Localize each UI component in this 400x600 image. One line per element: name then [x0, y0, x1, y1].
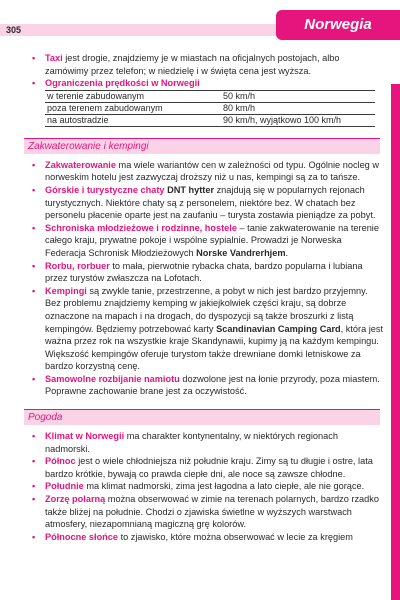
- table-row: [45, 114, 375, 126]
- table-row: [45, 90, 375, 102]
- bullet-icon: •: [32, 431, 36, 442]
- bullet-icon: •: [32, 78, 36, 89]
- list-item: • Samowolne rozbijanie namiotu dozwolone jest na łonie przyrody, poza miastem. Poprawne zachowanie brane jest za oczywistość.: [32, 373, 380, 397]
- list-item: • Schroniska młodzieżowe i rodzinne, hostele – tanie zakwaterowanie na terenie całego kraju, prywatne pokoje i wspólne sypialnie. Prowadzi je Norweska Federacja Schronisk Młodzieżowych Norske Vandrerhjem.: [32, 222, 379, 258]
- chapter-side-tab: [391, 84, 400, 600]
- page-number: 305: [6, 25, 22, 35]
- list-item: • Rorbu, rorbuer to mała, pierwotnie rybacka chata, bardzo popularna i lubiana przez turystów zwłaszcza na Lofotach.: [32, 260, 363, 284]
- section-heading-weather: Pogoda: [24, 409, 380, 425]
- bullet-icon: •: [32, 222, 36, 233]
- table-cell: w terenie zabudowanym: [45, 90, 221, 102]
- bullet-icon: •: [32, 531, 36, 542]
- section-heading-accommodation: Zakwaterowanie i kempingi: [24, 138, 380, 154]
- bullet-icon: •: [32, 456, 36, 467]
- table-cell: poza terenem zabudowanym: [45, 102, 221, 114]
- list-item: • Zorzę polarną można obserwować w zimie na terenach polarnych, bardzo rzadko także bliżej na południe. Chodzi o zjawiska świetlne w wyższych warstwach atmosfery, niezapomnianą magiczną grę kolorów.: [32, 494, 379, 530]
- table-cell: 50 km/h: [221, 90, 375, 102]
- list-item-taxi: • Taxi jest drogie, znajdziemy je w miastach na oficjalnych postojach, albo zamówimy przez telefon; w niedzielę i w święta cena jest wyższa.: [32, 53, 340, 76]
- list-item: • Klimat w Norwegii ma charakter kontynentalny, w niektórych regionach nadmorski.: [32, 431, 338, 454]
- table-cell: na autostradzie: [45, 114, 221, 126]
- chapter-title: Norwegia: [276, 10, 400, 40]
- table-row: [45, 102, 375, 114]
- list-item: • Południe ma klimat nadmorski, zima jest łagodna a lato ciepłe, ale nie gorące.: [32, 481, 365, 492]
- bullet-icon: •: [32, 494, 36, 505]
- speed-limit-table: [45, 90, 375, 127]
- list-item: • Kempingi są zwykle tanie, przestrzenne, a pobyt w nich jest bardzo przyjemny. Bez problemu znajdziemy kemping w jakiejkolwiek części kraju, są dobrze oznaczone na mapach i na drogach, do dyspozycji są także broszurki z listą kempingów. Będziemy potrzebować karty Scandinavian Camping Card, która jest ważna przez rok na wszystkie kraje Skandynawii, kupimy ją na każdym kempingu. Większość kempingów oferuje turystom także drewniane domki letniskowe za bardzo korzystną cenę.: [32, 285, 384, 372]
- table-cell: 80 km/h: [221, 102, 375, 114]
- list-item: • Zakwaterowanie ma wiele wariantów cen w zależności od typu. Ogólnie nocleg w norweskim hotelu jest zazwyczaj droższy niż u nas, kempingi są za to tańsze.: [32, 159, 379, 183]
- bullet-icon: •: [32, 159, 36, 170]
- list-item: • Północne słońce to zjawisko, które można obserwować w lecie za kręgiem: [32, 531, 353, 542]
- page-content: [28, 52, 384, 543]
- list-item-speed-limits: • Ograniczenia prędkości w Norwegii: [32, 78, 200, 89]
- list-item: • Górskie i turystyczne chaty DNT hytter znajdują się w popularnych rejonach turystycznych. Niektóre chaty są z personelem, niektóre bez. W chatach bez personelu płacenie oparte jest na zaufaniu – turysta zostawia pieniądze za pobyt.: [32, 184, 376, 221]
- bullet-icon: •: [32, 260, 36, 271]
- list-item: • Północ jest o wiele chłodniejsza niż południe kraju. Zimy są tu długie i ostre, lata bardzo krótkie, bywają co prawda ciepłe dni, ale noce są zawsze chłodne.: [32, 456, 373, 479]
- bullet-icon: •: [32, 373, 36, 384]
- bullet-icon: •: [32, 53, 36, 63]
- bullet-icon: •: [32, 184, 36, 195]
- page-header: [0, 10, 400, 40]
- bullet-icon: •: [32, 285, 36, 296]
- table-cell: 90 km/h, wyjątkowo 100 km/h: [221, 114, 375, 126]
- bullet-icon: •: [32, 481, 36, 492]
